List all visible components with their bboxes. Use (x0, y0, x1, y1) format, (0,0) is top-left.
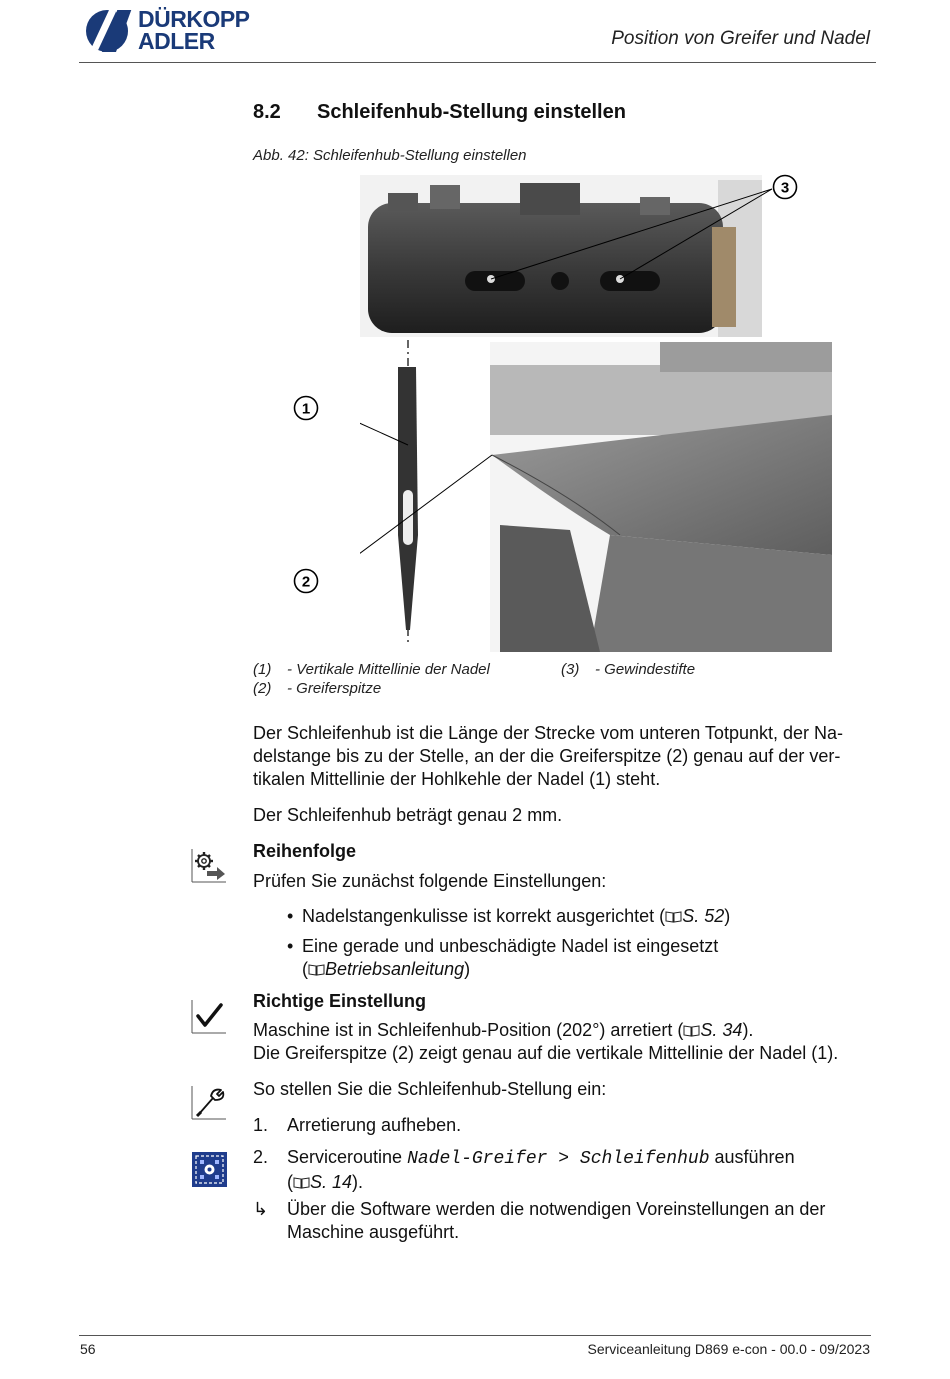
book-icon (308, 964, 325, 976)
procedure-intro: So stellen Sie die Schleifenhub-Stellung ein: (253, 1079, 607, 1099)
intro-paragraph: Der Schleifenhub ist die Länge der Strecke vom unteren Totpunkt, der Na- delstange bis zu der Stelle, an der die Greiferspitze (2) genau auf der ver- tikalen Mittellinie der Hohlkehle der Nadel (1) steht. (253, 723, 844, 789)
svg-text:2: 2 (301, 573, 311, 591)
stroke-paragraph: Der Schleifenhub beträgt genau 2 mm. (253, 805, 563, 825)
page-reference-link[interactable]: S. 34 (700, 1020, 743, 1040)
manual-reference-link[interactable]: Betriebsanleitung (325, 959, 465, 979)
header-divider (79, 62, 876, 63)
step-1: 1. Arretierung aufheben. (253, 1115, 462, 1135)
order-heading: Reihenfolge (253, 841, 357, 861)
section-number: 8.2 (253, 101, 281, 123)
section-title: Schleifenhub-Stellung einstellen (317, 101, 626, 123)
brand-wordmark: DÜRKOPP ADLER (138, 6, 250, 54)
hook-needle-figure (360, 175, 832, 655)
legend-item-2: (2) - Greiferspitze (253, 680, 382, 697)
book-icon (665, 911, 682, 923)
page-reference-link[interactable]: S. 52 (682, 906, 725, 926)
order-text: Prüfen Sie zunächst folgende Einstellungen: (253, 871, 607, 891)
hook-drawing (490, 342, 832, 652)
section-heading (253, 101, 626, 124)
figure-caption: Abb. 42: Schleifenhub-Stellung einstellen (253, 147, 527, 164)
bullet-item-1: • Nadelstangenkulisse ist korrekt ausgerichtet ( S. 52) (287, 906, 731, 926)
callout-1 (292, 394, 320, 422)
correct-heading: Richtige Einstellung (253, 991, 427, 1011)
software-routine-icon (192, 1152, 227, 1187)
gear-arrow-icon (191, 847, 227, 883)
book-icon (683, 1025, 700, 1037)
svg-text:1: 1 (301, 400, 311, 418)
page-number: 56 (80, 1341, 96, 1357)
book-icon (293, 1177, 310, 1189)
header-section-title: Position von Greifer und Nadel (611, 28, 870, 49)
legend-item-1: (1) - Vertikale Mittellinie der Nadel (253, 661, 490, 678)
correct-line-1: Maschine ist in Schleifenhub-Position (202°) arretiert ( S. 34). (253, 1020, 754, 1040)
footer-divider (79, 1335, 871, 1336)
callout-3 (771, 173, 799, 201)
document-id: Serviceanleitung D869 e-con - 00.0 - 09/2023 (587, 1341, 870, 1357)
svg-text:3: 3 (780, 179, 790, 197)
needle-bar-photo (360, 175, 762, 337)
bullet-item-2: • Eine gerade und unbeschädigte Nadel ist eingesetzt ( Betriebsanleitung) (287, 936, 719, 979)
result-arrow-icon: ↳ (253, 1199, 269, 1219)
correct-line-2: Die Greiferspitze (2) zeigt genau auf die vertikale Mittellinie der Nadel (1). (253, 1043, 839, 1063)
needle-drawing (398, 340, 418, 645)
service-routine-path: Nadel-Greifer > Schleifenhub (407, 1149, 710, 1169)
step-2: 2. Serviceroutine Nadel-Greifer > Schleifenhub ausführen ( S. 14). (253, 1147, 795, 1192)
checkmark-icon (191, 998, 227, 1034)
wrench-icon (191, 1084, 227, 1120)
callout-2 (292, 567, 320, 595)
page-reference-link[interactable]: S. 14 (310, 1172, 353, 1192)
result-item: ↳ Über die Software werden die notwendigen Voreinstellungen an der Maschine ausgeführt. (253, 1199, 826, 1242)
legend-item-3: (3) - Gewindestifte (561, 661, 696, 678)
